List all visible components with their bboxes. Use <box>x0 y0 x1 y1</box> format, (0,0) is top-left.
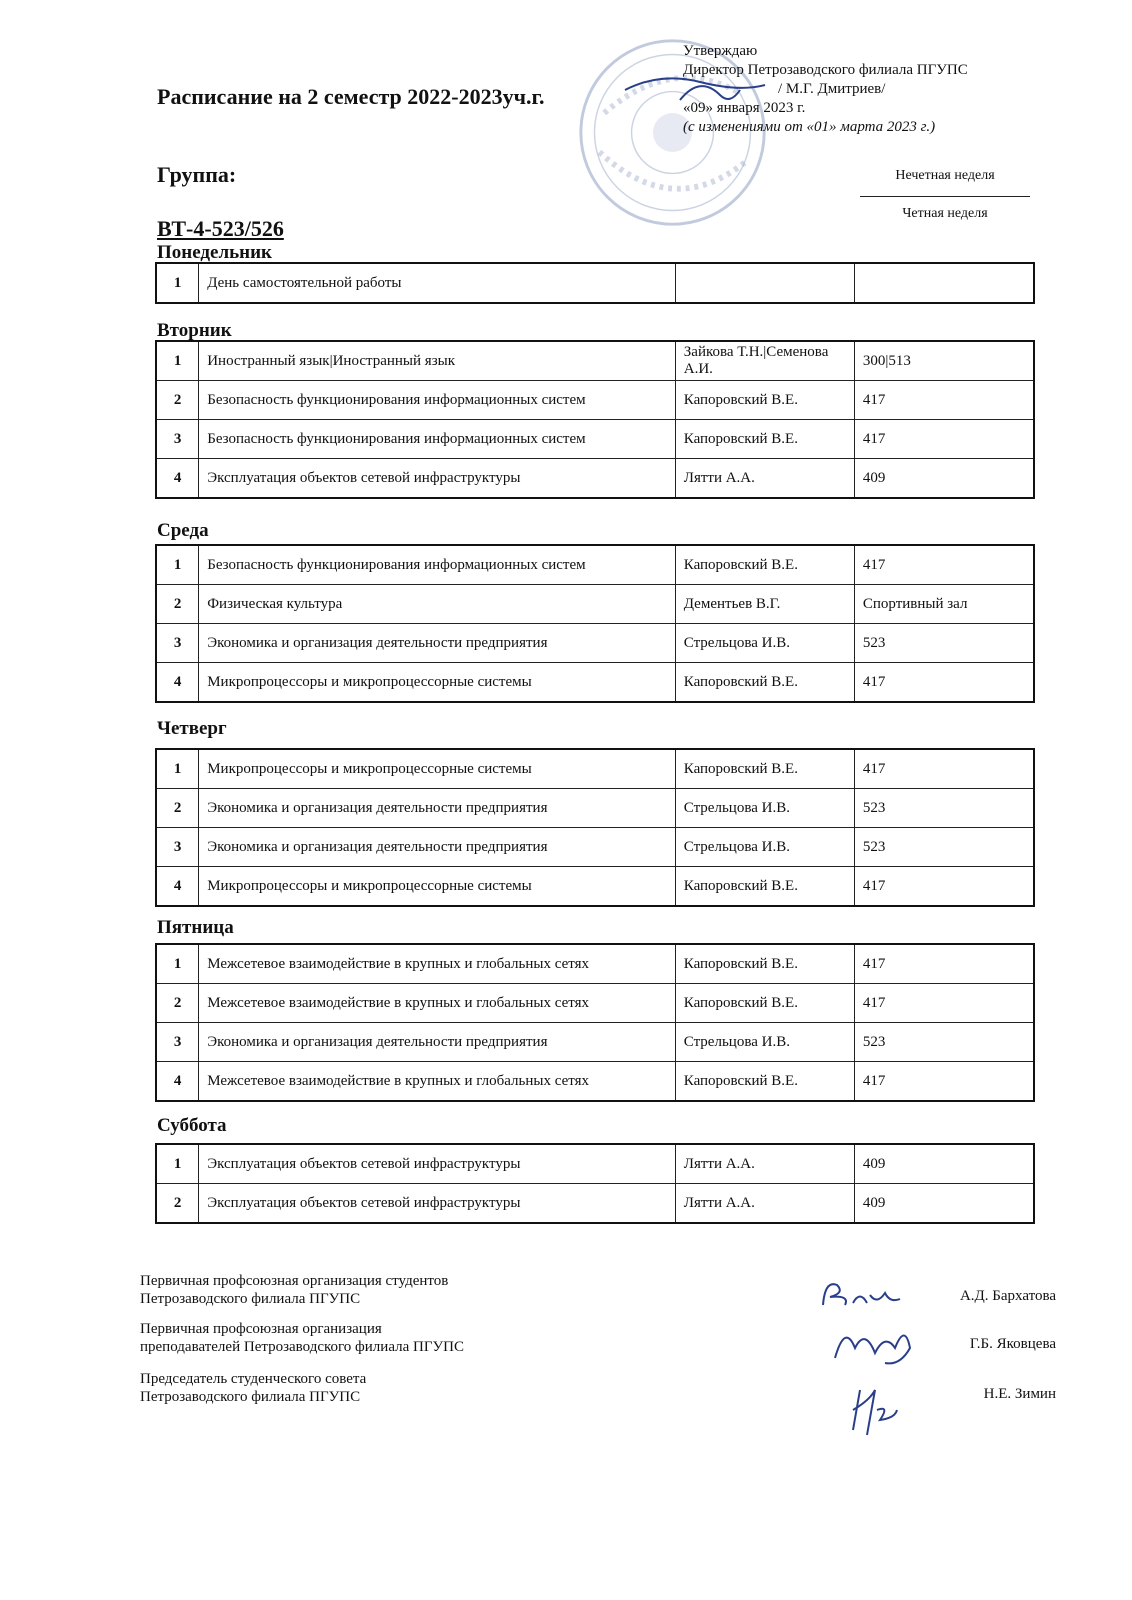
subject-cell: Микропроцессоры и микропроцессорные системы <box>199 867 676 907</box>
day-heading: Среда <box>157 520 209 541</box>
table-row <box>156 867 1034 907</box>
subject-cell: Безопасность функционирования информационных систем <box>199 420 676 459</box>
teacher-cell: Дементьев В.Г. <box>675 585 854 624</box>
lesson-number: 2 <box>156 381 199 420</box>
day-heading: Суббота <box>157 1115 227 1136</box>
room-cell: 417 <box>854 867 1034 907</box>
footer-org <box>140 1370 366 1406</box>
room-cell: 417 <box>854 420 1034 459</box>
teacher-cell <box>675 263 854 303</box>
approval-line-4: «09» января 2023 г. <box>683 100 806 116</box>
lesson-number: 1 <box>156 341 199 381</box>
approval-line-3: / М.Г. Дмитриев/ <box>778 81 886 97</box>
subject-cell: Экономика и организация деятельности предприятия <box>199 828 676 867</box>
day-heading: Пятница <box>157 917 234 938</box>
footer-signatory-name: Н.Е. Зимин <box>983 1386 1056 1402</box>
table-row <box>156 944 1034 984</box>
subject-cell: Эксплуатация объектов сетевой инфраструктуры <box>199 459 676 499</box>
subject-cell: Экономика и организация деятельности предприятия <box>199 624 676 663</box>
table-row <box>156 585 1034 624</box>
page-title: Расписание на 2 семестр 2022-2023уч.г. <box>157 84 545 109</box>
teacher-cell: Зайкова Т.Н.|Семенова А.И. <box>675 341 854 381</box>
room-cell: 409 <box>854 1144 1034 1184</box>
subject-cell: Безопасность функционирования информационных систем <box>199 545 676 585</box>
table-row <box>156 828 1034 867</box>
lesson-number: 3 <box>156 624 199 663</box>
lesson-number: 2 <box>156 789 199 828</box>
footer-org-line: Петрозаводского филиала ПГУПС <box>140 1291 361 1307</box>
teacher-cell: Капоровский В.Е. <box>675 663 854 703</box>
day-table <box>155 943 1035 1102</box>
lesson-number: 4 <box>156 459 199 499</box>
table-row <box>156 789 1034 828</box>
subject-cell: Эксплуатация объектов сетевой инфраструктуры <box>199 1184 676 1224</box>
teacher-cell: Лятти А.А. <box>675 1144 854 1184</box>
day-table <box>155 262 1035 304</box>
week-divider <box>860 196 1030 197</box>
teacher-cell: Капоровский В.Е. <box>675 984 854 1023</box>
teacher-cell: Капоровский В.Е. <box>675 381 854 420</box>
lesson-number: 3 <box>156 420 199 459</box>
odd-week-label: Нечетная неделя <box>895 168 995 183</box>
table-row <box>156 1023 1034 1062</box>
lesson-number: 1 <box>156 749 199 789</box>
teacher-cell: Капоровский В.Е. <box>675 749 854 789</box>
teacher-cell: Стрельцова И.В. <box>675 828 854 867</box>
room-cell: 409 <box>854 1184 1034 1224</box>
room-cell: 409 <box>854 459 1034 499</box>
footer-org-line: преподавателей Петрозаводского филиала ПГУПС <box>140 1339 464 1355</box>
subject-cell: Микропроцессоры и микропроцессорные системы <box>199 663 676 703</box>
signature-barkhatova-icon <box>815 1275 905 1315</box>
subject-cell: Экономика и организация деятельности предприятия <box>199 1023 676 1062</box>
subject-cell: Эксплуатация объектов сетевой инфраструктуры <box>199 1144 676 1184</box>
table-row <box>156 459 1034 499</box>
lesson-number: 4 <box>156 867 199 907</box>
approval-line-1: Утверждаю <box>683 43 758 59</box>
day-heading: Четверг <box>157 718 227 739</box>
table-row <box>156 663 1034 703</box>
day-heading: Понедельник <box>157 242 273 263</box>
room-cell: 417 <box>854 381 1034 420</box>
room-cell: 523 <box>854 828 1034 867</box>
lesson-number: 2 <box>156 1184 199 1224</box>
day-table <box>155 748 1035 907</box>
room-cell: 417 <box>854 944 1034 984</box>
footer-org-line: Председатель студенческого совета <box>140 1371 367 1387</box>
even-week-label: Четная неделя <box>902 206 988 221</box>
table-row <box>156 263 1034 303</box>
day-heading: Вторник <box>157 320 232 341</box>
subject-cell: Межсетевое взаимодействие в крупных и глобальных сетях <box>199 944 676 984</box>
table-row <box>156 1184 1034 1224</box>
lesson-number: 1 <box>156 545 199 585</box>
room-cell: 417 <box>854 545 1034 585</box>
footer-org <box>140 1272 448 1308</box>
subject-cell: Иностранный язык|Иностранный язык <box>199 341 676 381</box>
teacher-cell: Стрельцова И.В. <box>675 624 854 663</box>
teacher-cell: Стрельцова И.В. <box>675 1023 854 1062</box>
lesson-number: 1 <box>156 1144 199 1184</box>
subject-cell: Физическая культура <box>199 585 676 624</box>
signature-yakovtseva-icon <box>825 1318 920 1370</box>
table-row <box>156 1144 1034 1184</box>
room-cell: 300|513 <box>854 341 1034 381</box>
table-row <box>156 381 1034 420</box>
lesson-number: 4 <box>156 663 199 703</box>
room-cell: 417 <box>854 1062 1034 1102</box>
lesson-number: 1 <box>156 944 199 984</box>
footer-org-line: Первичная профсоюзная организация студентов <box>140 1273 449 1289</box>
teacher-cell: Капоровский В.Е. <box>675 867 854 907</box>
room-cell: 523 <box>854 789 1034 828</box>
lesson-number: 4 <box>156 1062 199 1102</box>
room-cell: 417 <box>854 749 1034 789</box>
table-row <box>156 984 1034 1023</box>
signature-zimin-icon <box>845 1380 905 1440</box>
footer-org-line: Петрозаводского филиала ПГУПС <box>140 1389 361 1405</box>
teacher-cell: Капоровский В.Е. <box>675 1062 854 1102</box>
table-row <box>156 749 1034 789</box>
table-row <box>156 420 1034 459</box>
lesson-number: 3 <box>156 828 199 867</box>
group-label: Группа: <box>157 162 237 187</box>
approval-line-2: Директор Петрозаводского филиала ПГУПС <box>683 62 968 78</box>
group-name: ВТ-4-523/526 <box>157 216 284 241</box>
room-cell <box>854 263 1034 303</box>
subject-cell: День самостоятельной работы <box>199 263 676 303</box>
approval-block <box>683 42 968 137</box>
subject-cell: Межсетевое взаимодействие в крупных и глобальных сетях <box>199 1062 676 1102</box>
day-table <box>155 340 1035 499</box>
teacher-cell: Лятти А.А. <box>675 1184 854 1224</box>
lesson-number: 2 <box>156 585 199 624</box>
lesson-number: 2 <box>156 984 199 1023</box>
teacher-cell: Капоровский В.Е. <box>675 944 854 984</box>
room-cell: 417 <box>854 663 1034 703</box>
room-cell: 523 <box>854 624 1034 663</box>
teacher-cell: Капоровский В.Е. <box>675 420 854 459</box>
teacher-cell: Стрельцова И.В. <box>675 789 854 828</box>
day-table <box>155 544 1035 703</box>
table-row <box>156 1062 1034 1102</box>
subject-cell: Микропроцессоры и микропроцессорные системы <box>199 749 676 789</box>
room-cell: 523 <box>854 1023 1034 1062</box>
room-cell: Спортивный зал <box>854 585 1034 624</box>
footer-org <box>140 1320 464 1356</box>
subject-cell: Экономика и организация деятельности предприятия <box>199 789 676 828</box>
lesson-number: 3 <box>156 1023 199 1062</box>
footer-signatory-name: Г.Б. Яковцева <box>969 1336 1056 1352</box>
teacher-cell: Лятти А.А. <box>675 459 854 499</box>
teacher-cell: Капоровский В.Е. <box>675 545 854 585</box>
table-row <box>156 624 1034 663</box>
subject-cell: Безопасность функционирования информационных систем <box>199 381 676 420</box>
footer-signatory-name: А.Д. Бархатова <box>959 1288 1056 1304</box>
room-cell: 417 <box>854 984 1034 1023</box>
subject-cell: Межсетевое взаимодействие в крупных и глобальных сетях <box>199 984 676 1023</box>
table-row <box>156 341 1034 381</box>
day-table <box>155 1143 1035 1224</box>
lesson-number: 1 <box>156 263 199 303</box>
table-row <box>156 545 1034 585</box>
footer-org-line: Первичная профсоюзная организация <box>140 1321 382 1337</box>
approval-line-5: (с изменениями от «01» марта 2023 г.) <box>683 119 936 135</box>
